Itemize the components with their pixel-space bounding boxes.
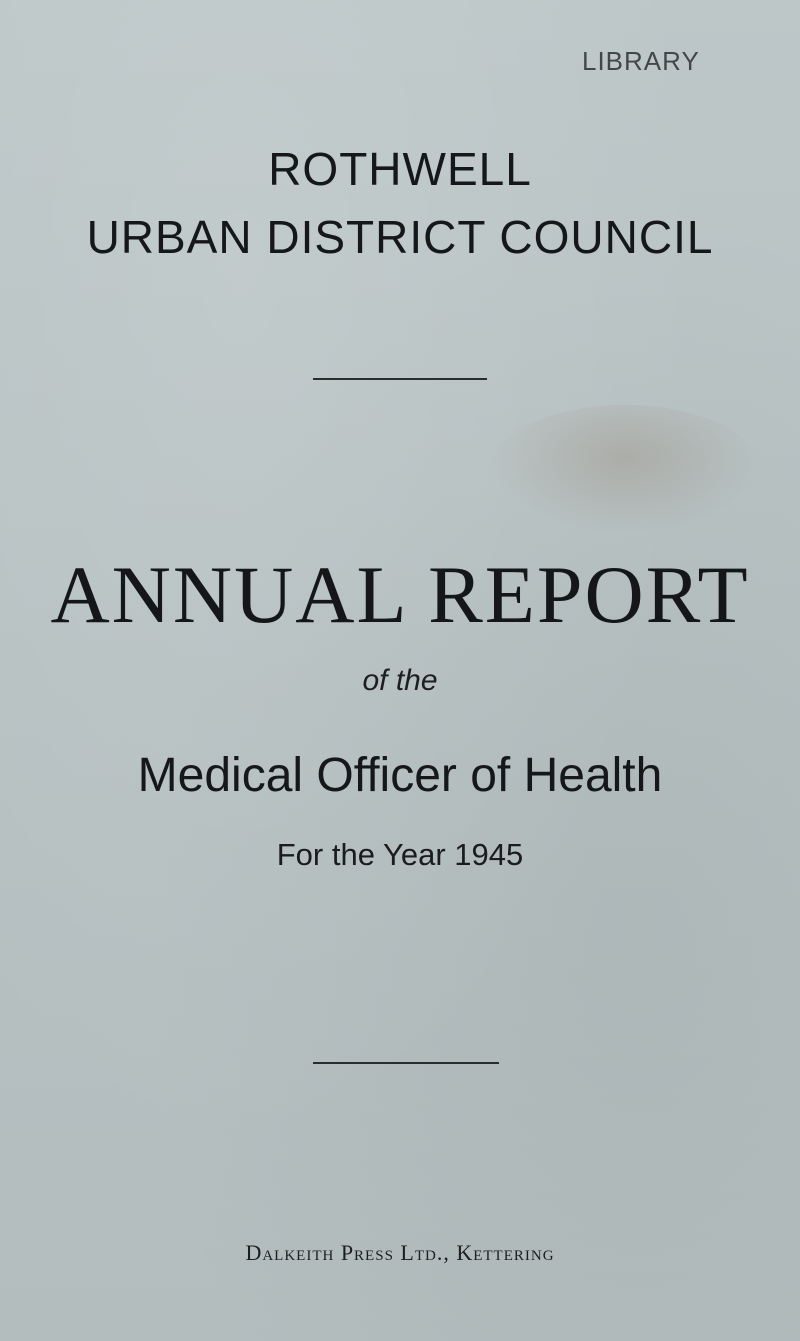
report-title: ANNUAL REPORT: [50, 549, 750, 640]
library-stamp: LIBRARY: [582, 46, 700, 76]
council-type: URBAN DISTRICT COUNCIL: [86, 211, 714, 263]
report-subject: Medical Officer of Health: [137, 749, 663, 802]
paper-stain: [490, 405, 760, 535]
bottom-divider: [313, 1062, 499, 1064]
title-connector: of the: [362, 664, 438, 697]
report-year: For the Year 1945: [276, 837, 524, 872]
top-divider: [313, 378, 487, 380]
printer-imprint: Dalkeith Press Ltd., Kettering: [245, 1240, 555, 1265]
council-name: ROTHWELL: [268, 143, 532, 195]
